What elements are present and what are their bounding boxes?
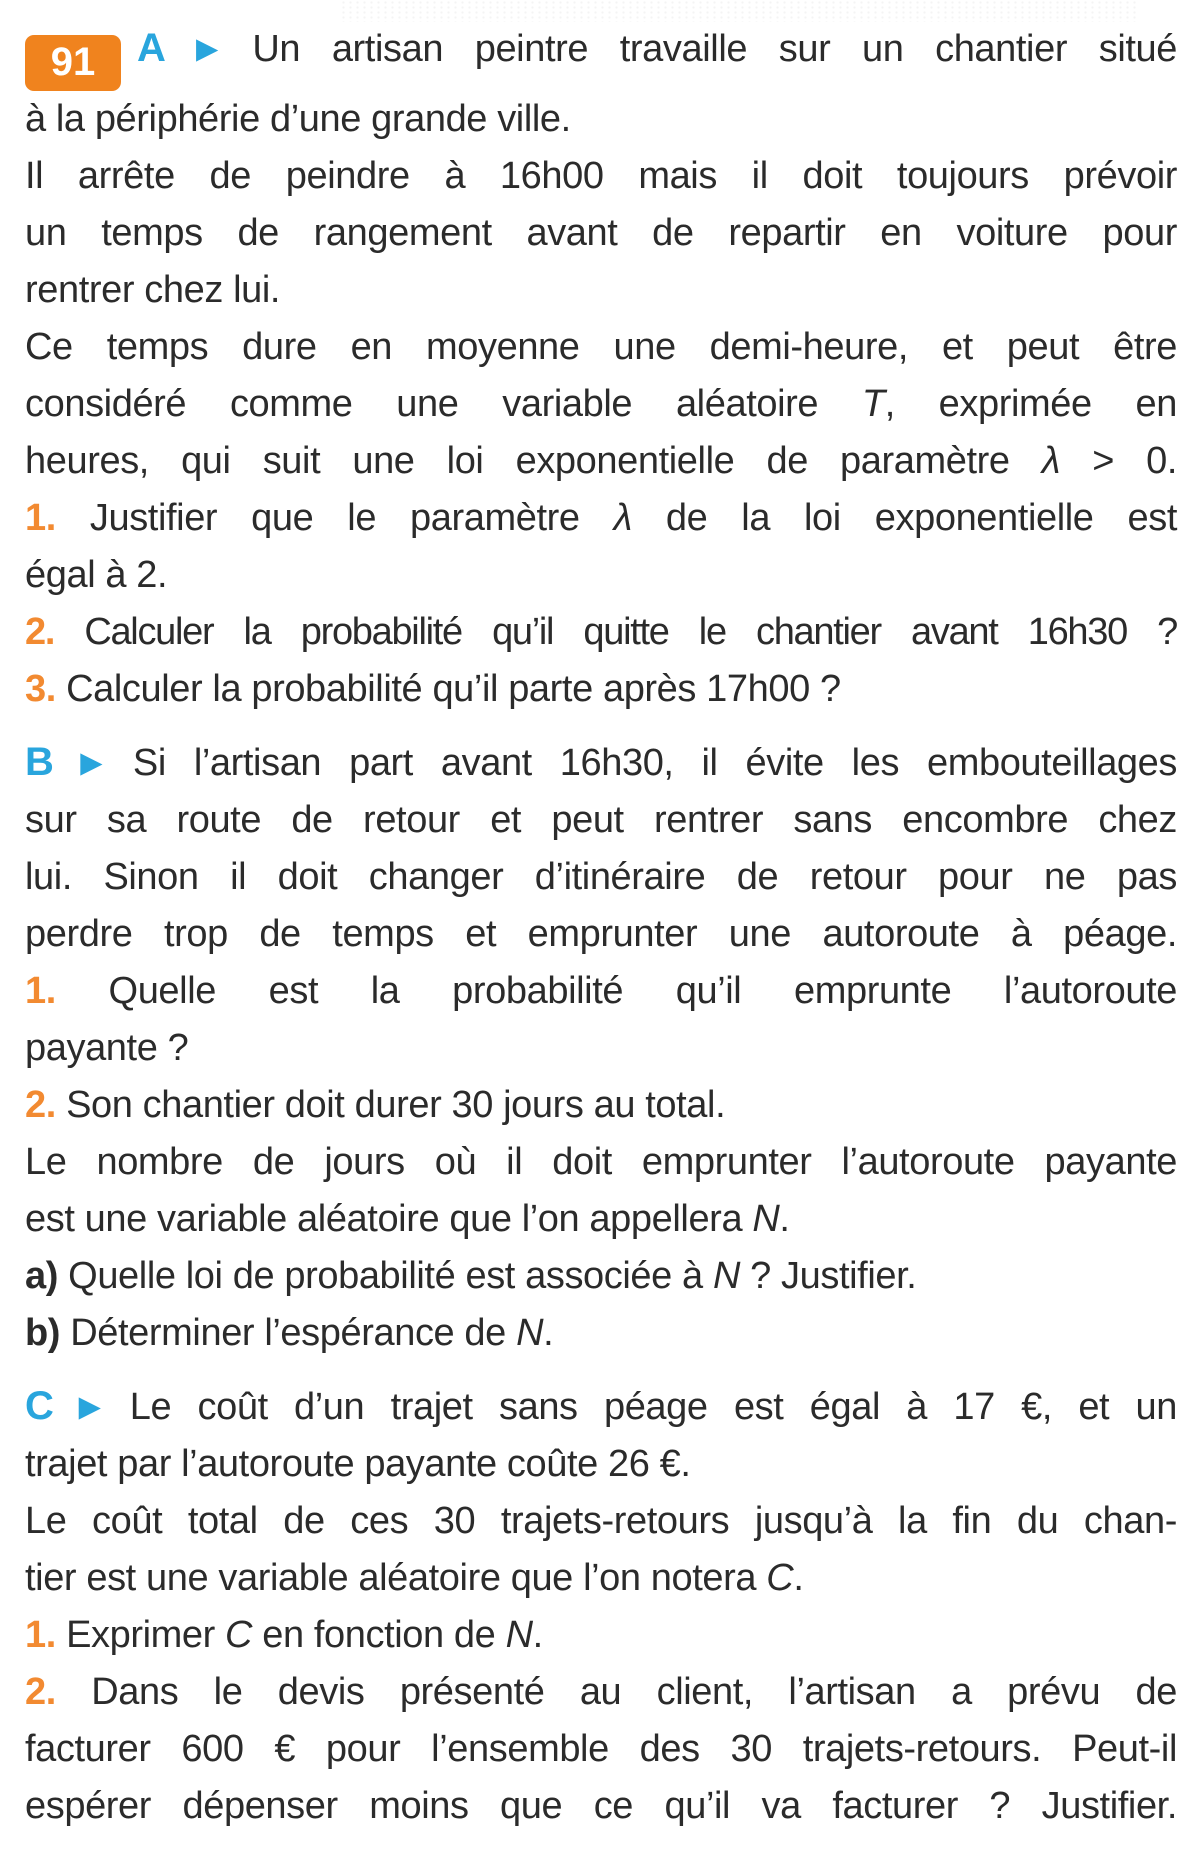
text-run: Calculer la probabilité qu’il parte après 17h00 ?	[55, 667, 841, 710]
text-run: Le coût total de ces 30 trajets-retours jusqu’à la fin du chan-	[25, 1499, 1177, 1542]
text-line	[25, 1721, 1177, 1778]
text-line	[25, 1436, 1177, 1493]
text-line	[25, 1134, 1177, 1191]
text-run: est une variable aléatoire que l’on appellera	[25, 1197, 753, 1240]
math-variable: N	[712, 1254, 740, 1297]
text-line	[25, 1248, 1177, 1305]
text-run: facturer 600 € pour l’ensemble des 30 trajets-retours. Peut-il	[25, 1727, 1177, 1770]
text-line	[25, 319, 1177, 376]
text-run: .	[779, 1197, 790, 1240]
text-run: considéré comme une variable aléatoire	[25, 382, 862, 425]
text-run: Déterminer l’espérance de	[60, 1311, 517, 1354]
text-run: Si l’artisan part avant 16h30, il évite les embouteillages	[132, 741, 1177, 784]
text-run: en fonction de	[252, 1613, 506, 1656]
section-marker: B	[25, 739, 54, 784]
text-run: de la loi exponentielle est	[631, 496, 1177, 539]
text-run: .	[543, 1311, 554, 1354]
math-variable: N	[505, 1613, 533, 1656]
text-run: heures, qui suit une loi exponentielle de paramètre	[25, 439, 1042, 482]
section-arrow-icon: ▶	[174, 31, 240, 65]
math-variable: N	[752, 1197, 780, 1240]
text-run: .	[532, 1613, 543, 1656]
text-run: Quelle loi de probabilité est associée à	[58, 1254, 713, 1297]
section-c	[25, 1378, 1177, 1835]
text-line	[25, 262, 1177, 319]
section-arrow-icon: ▶	[62, 744, 120, 779]
text-line	[25, 906, 1177, 963]
text-line	[25, 792, 1177, 849]
text-line	[25, 963, 1177, 1020]
question-number: 2.	[25, 1083, 56, 1126]
text-run: à la périphérie d’une grande ville.	[25, 97, 571, 140]
question-number: 1.	[25, 1613, 56, 1656]
text-line	[25, 1020, 1177, 1077]
text-run: lui. Sinon il doit changer d’itinéraire de retour pour ne pas	[25, 855, 1177, 898]
question-number: 2.	[25, 1670, 56, 1713]
text-line	[25, 148, 1177, 205]
text-line	[25, 1493, 1177, 1550]
math-variable: λ	[1041, 439, 1061, 482]
math-variable: C	[225, 1613, 253, 1656]
text-line	[25, 1607, 1177, 1664]
text-run: Dans le devis présenté au client, l’artisan a prévu de	[55, 1670, 1177, 1713]
text-line	[25, 1550, 1177, 1607]
text-line	[25, 433, 1177, 490]
text-run: Un artisan peintre travaille sur un chantier situé	[252, 28, 1177, 70]
text-line	[25, 20, 1177, 91]
text-run: un temps de rangement avant de repartir en voiture pour	[25, 211, 1177, 254]
text-line	[25, 734, 1177, 792]
section-a	[25, 20, 1177, 718]
text-line	[25, 1778, 1177, 1835]
exercise-content	[25, 20, 1177, 1835]
scan-noise-texture	[340, 0, 1140, 22]
text-run: ? Justifier.	[739, 1254, 917, 1297]
text-run: perdre trop de temps et emprunter une autoroute à péage.	[25, 912, 1177, 955]
text-run: égal à 2.	[25, 553, 168, 596]
section-arrow-icon: ▶	[62, 1388, 117, 1423]
text-line	[25, 91, 1177, 148]
text-run: Il arrête de peindre à 16h00 mais il doit toujours prévoir	[25, 154, 1177, 197]
subquestion-label: a)	[25, 1254, 58, 1297]
text-run: .	[793, 1556, 804, 1599]
math-variable: C	[766, 1556, 794, 1599]
text-run: , exprimée en	[884, 382, 1177, 425]
math-variable: T	[861, 382, 885, 425]
text-line	[25, 849, 1177, 906]
math-variable: λ	[613, 496, 632, 539]
text-line	[25, 205, 1177, 262]
math-variable: N	[516, 1311, 544, 1354]
question-number: 2.	[25, 610, 55, 653]
text-line	[25, 1664, 1177, 1721]
text-run: > 0.	[1060, 439, 1177, 482]
text-run: sur sa route de retour et peut rentrer sans encombre chez	[25, 798, 1177, 841]
section-marker: C	[25, 1383, 54, 1428]
section-b	[25, 734, 1177, 1362]
section-marker: A	[137, 26, 166, 70]
subquestion-label: b)	[25, 1311, 61, 1354]
text-run: tier est une variable aléatoire que l’on notera	[25, 1556, 767, 1599]
exercise-number-badge: 91	[25, 35, 121, 91]
question-number: 3.	[25, 667, 56, 710]
text-line	[25, 547, 1177, 604]
text-line	[25, 604, 1177, 661]
text-run: Le nombre de jours où il doit emprunter l’autoroute payante	[25, 1140, 1177, 1183]
text-run: trajet par l’autoroute payante coûte 26 €.	[25, 1442, 691, 1485]
text-run: Quelle est la probabilité qu’il emprunte l’autoroute	[55, 969, 1177, 1012]
text-run: espérer dépenser moins que ce qu’il va facturer ? Justifier.	[25, 1784, 1177, 1827]
text-line	[25, 661, 1177, 718]
text-run: rentrer chez lui.	[25, 268, 281, 311]
text-line	[25, 1305, 1177, 1362]
text-run: Justifier que le paramètre	[55, 496, 614, 539]
text-run: Son chantier doit durer 30 jours au total.	[55, 1083, 726, 1126]
text-run: Ce temps dure en moyenne une demi-heure, et peut être	[25, 325, 1177, 368]
question-number: 1.	[25, 496, 56, 539]
text-run: Le coût d’un trajet sans péage est égal à 17 €, et un	[129, 1385, 1177, 1428]
text-line	[25, 1378, 1177, 1436]
text-line	[25, 376, 1177, 433]
question-number: 1.	[25, 969, 56, 1012]
text-line	[25, 1077, 1177, 1134]
text-run: payante ?	[25, 1026, 189, 1069]
text-line	[25, 1191, 1177, 1248]
text-run: Exprimer	[55, 1613, 226, 1656]
text-run: Calculer la probabilité qu’il quitte le chantier avant 16h30 ?	[54, 610, 1177, 653]
text-line	[25, 490, 1177, 547]
